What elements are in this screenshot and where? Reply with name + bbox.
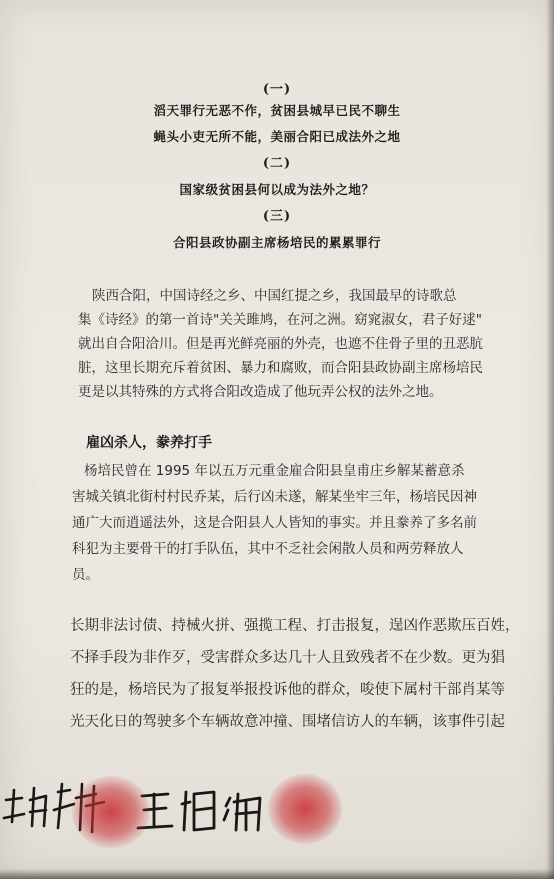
fingerprint-right xyxy=(268,774,342,844)
text-line: 通广大而逍遥法外，这是合阳县人人皆知的事实。并且豢养了多名前 xyxy=(72,515,477,531)
text-line: 害城关镇北街村村民乔某，后行凶未遂，解某坐牢三年，杨培民因神 xyxy=(72,489,477,505)
handwritten-signature-right xyxy=(134,780,274,840)
text-line: 杨培民曾在 1995 年以五万元重金雇合阳县皇甫庄乡解某蓄意杀 xyxy=(84,463,465,479)
text-line: 光天化日的驾驶多个车辆故意冲撞、围堵信访人的车辆，该事件引起 xyxy=(70,714,505,730)
heading-line-3: 国家级贫困县何以成为法外之地？ xyxy=(179,182,375,197)
text-line: 集《诗经》的第一首诗"关关雎鸠，在河之洲。窈窕淑女，君子好逑" xyxy=(78,312,482,328)
text-line: 员。 xyxy=(72,567,99,583)
text-line: 脏，这里长期充斥着贫困、暴力和腐败，而合阳县政协副主席杨培民 xyxy=(78,360,483,376)
paragraph-intro xyxy=(78,284,528,404)
text-line: 长期非法讨债、持械火拼、强揽工程、打击报复，逞凶作恶欺压百姓， xyxy=(70,618,520,634)
heading-number-3: (三) xyxy=(262,209,292,224)
text-line: 科犯为主要骨干的打手队伍，其中不乏社会闲散人员和两劳释放人 xyxy=(72,541,464,557)
text-line: 狂的是，杨培民为了报复举报投诉他的群众，唆使下属村干部肖某等 xyxy=(70,682,505,698)
text-line: 更是以其特殊的方式将合阳改造成了他玩弄公权的法外之地。 xyxy=(78,384,443,400)
paragraph-hired-killer xyxy=(72,458,522,588)
heading-line-4: 合阳县政协副主席杨培民的累累罪行 xyxy=(172,235,381,250)
section-subheading: 雇凶杀人，豢养打手 xyxy=(86,435,212,451)
paper-bottom-shadow xyxy=(0,869,554,879)
fingerprint-left xyxy=(72,776,150,848)
text-line: 就出自合阳洽川。但是再光鲜亮丽的外壳，也遮不住骨子里的丑恶肮 xyxy=(78,336,483,352)
paragraph-violence xyxy=(70,610,520,738)
heading-line-1: 滔天罪行无恶不作，贫困县城早已民不聊生 xyxy=(153,103,401,118)
heading-number-2: (二) xyxy=(262,156,292,171)
text-line: 不择手段为非作歹，受害群众多达几十人且致残者不在少数。更为猖 xyxy=(70,650,505,666)
signature-area xyxy=(0,770,554,870)
heading-line-2: 蝇头小吏无所不能，美丽合阳已成法外之地 xyxy=(153,129,401,144)
heading-number-1: (一) xyxy=(262,82,292,97)
text-line: 陕西合阳，中国诗经之乡、中国红提之乡，我国最早的诗歌总 xyxy=(92,288,457,304)
paper-edge-shadow xyxy=(546,0,554,879)
